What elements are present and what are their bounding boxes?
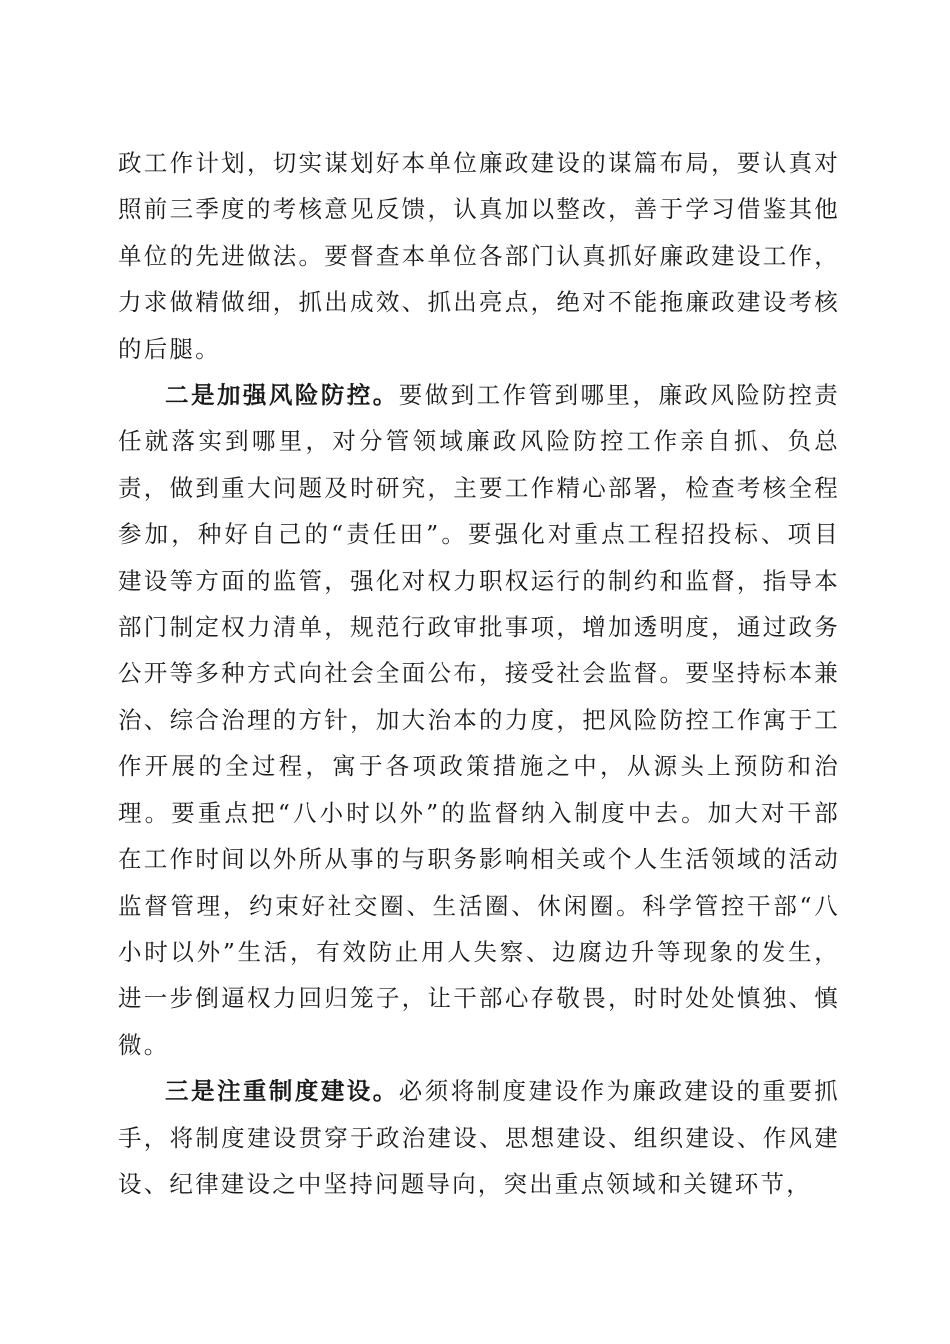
paragraph-risk-control [118, 372, 840, 1068]
paragraph-2-text: 要做到工作管到哪里，廉政风险防控责任就落实到哪里，对分管领域廉政风险防控工作亲自抓、负总责，做到重大问题及时研究，主要工作精心部署，检查考核全程参加，种好自己的“责任田”。要强化对重点工程招投标、项目建设等方面的监管，强化对权力职权运行的制约和监督，指导本部门制定权力清单，规范行政审批事项，增加透明度，通过政务公开等多种方式向社会全面公布，接受社会监督。要坚持标本兼治、综合治理的方针，加大治本的力度，把风险防控工作寓于工作开展的全过程，寓于各项政策措施之中，从源头上预防和治理。要重点把“八小时以外”的监督纳入制度中去。加大对干部在工作时间以外所从事的与职务影响相关或个人生活领域的活动监督管理，约束好社交圈、生活圈、休闲圈。科学管控干部“八小时以外”生活，有效防止用人失察、边腐边升等现象的发生，进一步倒逼权力回归笼子，让干部心存敬畏，时时处处慎独、慎微。 [118, 381, 840, 1059]
paragraph-system-building [118, 1068, 840, 1207]
paragraph-continuation [118, 140, 840, 372]
paragraph-3-text: 必须将制度建设作为廉政建设的重要抓手，将制度建设贯穿于政治建设、思想建设、组织建设、作风建设、纪律建设之中坚持问题导向，突出重点领域和关键环节， [118, 1077, 840, 1198]
paragraph-3-lead: 三是注重制度建设。 [165, 1077, 399, 1106]
document-body [118, 140, 840, 1207]
paragraph-1-text: 政工作计划，切实谋划好本单位廉政建设的谋篇布局，要认真对照前三季度的考核意见反馈，认真加以整改，善于学习借鉴其他单位的先进做法。要督查本单位各部门认真抓好廉政建设工作，力求做精做细，抓出成效、抓出亮点，绝对不能拖廉政建设考核的后腿。 [118, 149, 840, 363]
paragraph-2-lead: 二是加强风险防控。 [165, 381, 399, 410]
